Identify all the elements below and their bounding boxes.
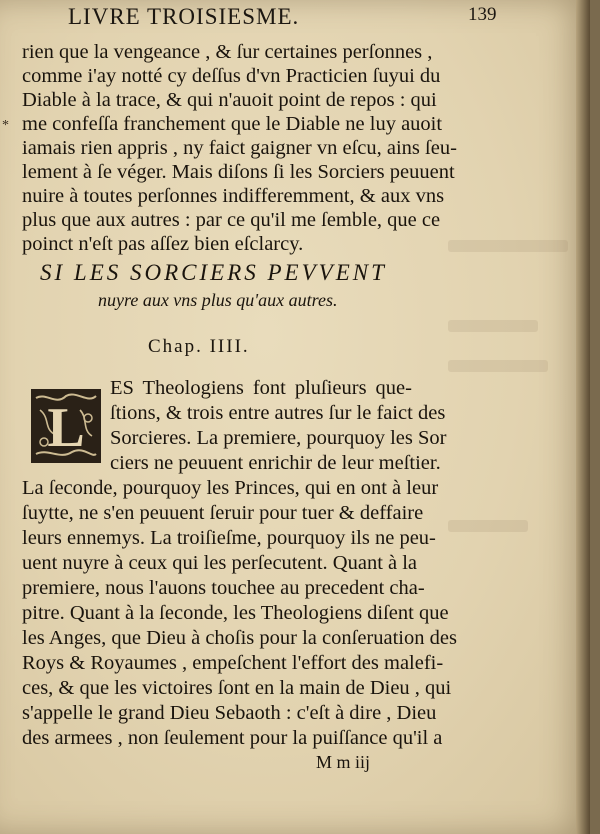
chapter-heading: Chap. IIII. — [148, 336, 250, 357]
text-line: me confeſſa franchement que le Diable ne luy auoit — [22, 113, 443, 135]
bleed-through-mark — [448, 520, 528, 532]
text-line: rien que la vengeance , & ſur certaines perſonnes , — [22, 41, 433, 63]
running-title: LIVRE TROISIESME. — [68, 4, 300, 29]
text-line: ſuytte, ne s'en peuuent ſeruir pour tuer & deffaire — [22, 502, 424, 524]
text-line: les Anges, que Dieu à choſis pour la conſeruation des — [22, 627, 457, 649]
bleed-through-mark — [448, 240, 568, 252]
text-line: Diable à la trace, & qui n'auoit point de repos : qui — [22, 89, 437, 111]
text-line: ciers ne peuuent enrichir de leur meſtier. — [110, 452, 441, 474]
drop-cap-letter: L — [47, 397, 85, 459]
text-line: ES Theologiens font pluſieurs que- — [110, 377, 412, 399]
text-line: Sorcieres. La premiere, pourquoy les Sor — [110, 427, 447, 449]
text-line: leurs ennemys. La troiſieſme, pourquoy ils ne peu- — [22, 527, 436, 549]
section-subtitle: nuyre aux vns plus qu'aux autres. — [98, 290, 338, 310]
text-line: ſtions, & trois entre autres ſur le faict des — [110, 402, 446, 424]
bleed-through-mark — [448, 320, 538, 332]
page-edge-shadow — [576, 0, 590, 834]
text-line: uent nuyre à ceux qui les perſecutent. Quant à la — [22, 552, 418, 574]
text-line: ces, & que les victoires ſont en la main de Dieu , qui — [22, 677, 452, 699]
text-line: Roys & Royaumes , empeſchent l'effort des malefi- — [22, 652, 444, 674]
text-line: des armees , non ſeulement pour la puiſſance qu'il a — [22, 727, 443, 749]
page-number: 139 — [468, 4, 497, 25]
section-title: SI LES SORCIERS PEVVENT — [40, 260, 387, 285]
text-line: poinct n'eſt pas aſſez bien eſclarcy. — [22, 233, 304, 255]
text-line: nuire à toutes perſonnes indifferemment, & aux vns — [22, 185, 445, 207]
ornamental-initial-icon — [30, 388, 102, 464]
bleed-through-mark — [448, 360, 548, 372]
catchword: M m iij — [316, 752, 371, 772]
text-line: iamais rien appris , ny faict gaigner vn eſcu, ains ſeu- — [22, 137, 457, 159]
margin-mark: * — [2, 118, 9, 133]
text-line: pitre. Quant à la ſeconde, les Theologiens diſent que — [22, 602, 449, 624]
text-line: plus que aux autres : par ce qu'il me ſemble, que ce — [22, 209, 441, 231]
text-line: premiere, nous l'auons touchee au precedent cha- — [22, 577, 425, 599]
text-line: comme i'ay notté cy deſſus d'vn Practicien ſuyui du — [22, 65, 441, 87]
text-line: La ſeconde, pourquoy les Princes, qui en ont à leur — [22, 477, 439, 499]
text-line: lement à ſe véger. Mais diſons ſi les Sorciers peuuent — [22, 161, 455, 183]
text-line: s'appelle le grand Dieu Sebaoth : c'eſt à dire , Dieu — [22, 702, 437, 724]
